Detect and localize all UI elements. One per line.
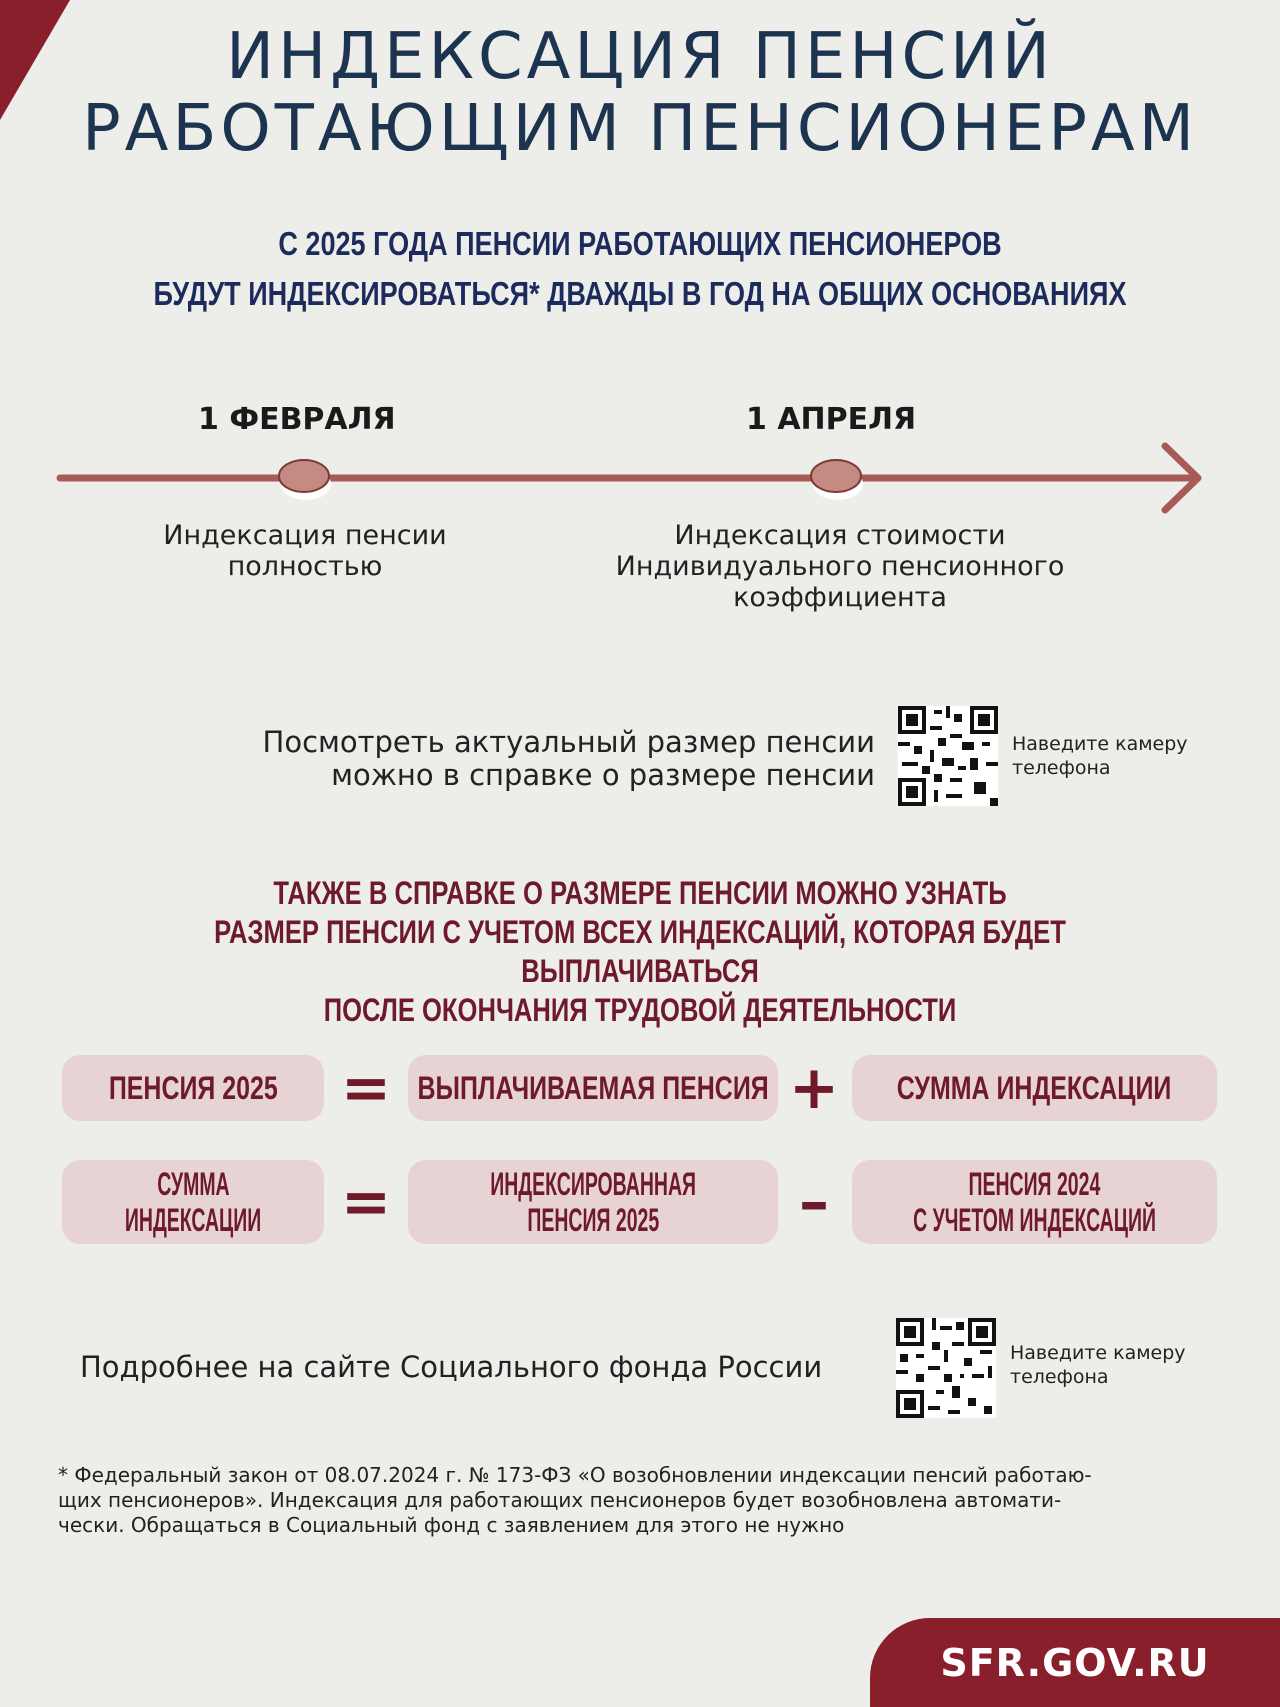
minus-icon: – [799, 1167, 829, 1237]
footnote-line: * Федеральный закон от 08.07.2024 г. № 173-ФЗ «О возобновлении индексации пенсий работаю- [58, 1463, 1092, 1487]
timeline-desc-line: Индексация пенсии [163, 520, 447, 551]
qr-code-icon[interactable] [898, 706, 998, 806]
also-text-line: ПОСЛЕ ОКОНЧАНИЯ ТРУДОВОЙ ДЕЯТЕЛЬНОСТИ [323, 992, 957, 1028]
formula2-middle-label: ИНДЕКСИРОВАННАЯ ПЕНСИЯ 2025 [490, 1166, 696, 1238]
timeline-desc-line: полностью [227, 551, 383, 582]
formula1-middle-label: ВЫПЛАЧИВАЕМАЯ ПЕНСИЯ [417, 1070, 769, 1106]
timeline-desc-april [560, 520, 1120, 613]
subtitle-line2: БУДУТ ИНДЕКСИРОВАТЬСЯ* ДВАЖДЫ В ГОД НА ОБЩИХ ОСНОВАНИЯХ [153, 275, 1127, 312]
timeline-date-april: 1 АПРЕЛЯ [746, 402, 917, 437]
footnote-line: чески. Обращаться в Социальный фонд с заявлением для этого не нужно [58, 1513, 845, 1537]
formula2-left-label: СУММА ИНДЕКСАЦИИ [124, 1166, 262, 1238]
qr1-text-line: Посмотреть актуальный размер пенсии [262, 725, 875, 759]
timeline-desc-line: Индексация стоимости [674, 520, 1006, 551]
timeline-arrow [0, 430, 1280, 530]
qr1-hint-line: Наведите камеру [1012, 733, 1188, 755]
equals-icon: = [340, 1053, 392, 1123]
plus-icon: + [788, 1053, 840, 1123]
also-text [128, 874, 1152, 1030]
site-link[interactable]: SFR.GOV.RU [940, 1640, 1210, 1685]
qr2-hint-line: телефона [1010, 1366, 1109, 1388]
formula2-right-pill [852, 1160, 1217, 1244]
formula2-right-label: ПЕНСИЯ 2024 С УЧЕТОМ ИНДЕКСАЦИЙ [913, 1166, 1156, 1238]
subtitle-line1: С 2025 ГОДА ПЕНСИИ РАБОТАЮЩИХ ПЕНСИОНЕРОВ [278, 225, 1002, 262]
timeline-desc-line: Индивидуального пенсионного [615, 551, 1065, 582]
also-text-line: ТАКЖЕ В СПРАВКЕ О РАЗМЕРЕ ПЕНСИИ МОЖНО УЗНАТЬ [273, 875, 1007, 911]
formula2-left-pill [62, 1160, 324, 1244]
footnote-line: щих пенсионеров». Индексация для работающих пенсионеров будет возобновлена автомати- [58, 1488, 1062, 1512]
formula1-right-label: СУММА ИНДЕКСАЦИИ [897, 1070, 1172, 1106]
timeline-desc-line: коэффициента [733, 582, 947, 613]
formula2-middle-pill [408, 1160, 778, 1244]
page-title-line2: РАБОТАЮЩИМ ПЕНСИОНЕРАМ [82, 92, 1198, 166]
equals-icon: = [340, 1167, 392, 1237]
page-title-line1: ИНДЕКСАЦИЯ ПЕНСИЙ [226, 20, 1054, 94]
qr2-hint [1010, 1341, 1186, 1389]
qr1-text-line: можно в справке о размере пенсии [331, 758, 875, 792]
qr1-hint [1012, 732, 1188, 780]
qr1-text [150, 726, 875, 792]
timeline-marker-april [811, 460, 863, 500]
formula1-left-label: ПЕНСИЯ 2025 [108, 1070, 278, 1106]
qr2-hint-line: Наведите камеру [1010, 1342, 1186, 1364]
qr-code-icon[interactable] [896, 1318, 996, 1418]
also-text-line: РАЗМЕР ПЕНСИИ С УЧЕТОМ ВСЕХ ИНДЕКСАЦИЙ, КОТОРАЯ БУДЕТ ВЫПЛАЧИВАТЬСЯ [214, 914, 1066, 989]
qr1-hint-line: телефона [1012, 757, 1111, 779]
timeline-desc-february [100, 520, 510, 582]
more-info-text: Подробнее на сайте Социального фонда России [80, 1350, 823, 1384]
formula1-middle-pill [408, 1055, 778, 1121]
timeline-date-february: 1 ФЕВРАЛЯ [198, 402, 396, 437]
timeline-marker-february [279, 460, 331, 500]
footnote [58, 1463, 1208, 1538]
formula1-right-pill [852, 1055, 1217, 1121]
formula1-left-pill [62, 1055, 324, 1121]
